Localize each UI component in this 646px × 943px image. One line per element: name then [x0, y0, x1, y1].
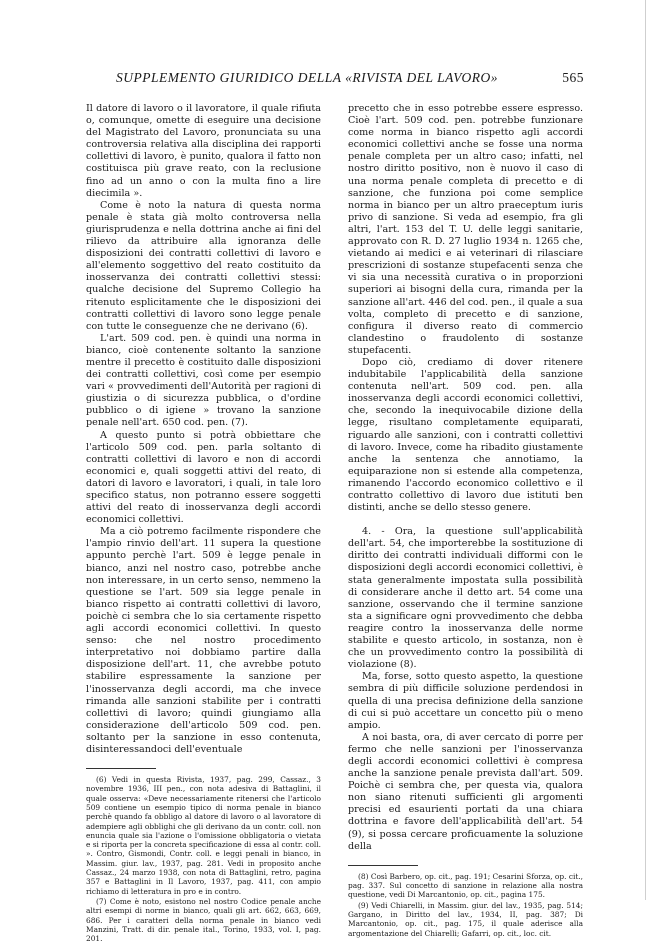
footnotes: [86, 775, 321, 943]
footnote: (9) Vedi Chiarelli, in Massim. giur. del lav., 1935, pag. 514; Gargano, in Diritto del lav., 1934, II, pag. 387; Di Marcantonio, op. cit., pag. 175, il quale aderisce alla argomentazione del Chiarelli; Gafarri, op. cit., loc. cit.: [348, 900, 583, 938]
right-column: [348, 103, 583, 938]
footnote: (7) Come è noto, esistono nel nostro Codice penale anche altri esempi di norme in bianco, quali gli art. 662, 663, 669, 686. Per i caratteri della norma penale in bianco vedi Manzini, Tratt. di dir. penale ital., Torino, 1933, vol. I, pag. 201.: [86, 896, 321, 943]
body-paragraph: Il datore di lavoro o il lavoratore, il quale rifiuta o, comunque, omette di eseguire una decisione del Magistrato del Lavoro, pronunciata su una controversia relativa alla disciplina dei rapporti collettivi di lavoro, è punito, qualora il fatto non costituisca più grave reato, con la reclusione fino ad un anno o con la multa fino a lire diecimila ».: [86, 103, 321, 199]
left-column: [86, 103, 321, 943]
body-paragraph: A noi basta, ora, di aver cercato di porre per fermo che nelle sanzioni per l'inosservanza degli accordi economici collettivi è compresa anche la sanzione penale prevista dall'art. 509. Poichè ci sembra che, per questa via, qualora non siano ritenuti sufficienti gli argomenti precisi ed esaurienti portati da una chiara dottrina e favore dell'applicabilità dell'art. 54 (9), si possa cercare proficuamente la soluzione della: [348, 731, 583, 852]
footnote: (8) Così Barbero, op. cit., pag. 191; Cesarini Sforza, op. cit., pag. 337. Sul concetto di sanzione in relazione alla nostra questione, vedi Di Marcantonio, op. cit., pagina 175.: [348, 871, 583, 900]
body-paragraph: Ma a ciò potremo facilmente rispondere che l'ampio rinvio dell'art. 11 supera la questione appunto perchè l'art. 509 è legge penale in bianco, anzi nel nostro caso, potrebbe anche non interessare, in un certo senso, nemmeno la questione se l'art. 509 sia legge penale in bianco rispetto ai contratti collettivi di lavoro, poichè ci sembra che lo sia certamente rispetto agli accordi economici collettivi. In questo senso: che nel nostro procedimento interpretativo noi dobbiamo partire dalla disposizione dell'art. 11, che avrebbe potuto stabilire espressamente la sanzione per l'inosservanza degli accordi, ma che invece rimanda alle sanzioni stabilite per i contratti collettivi di lavoro; quindi giungiamo alla considerazione dell'articolo 509 cod. pen. soltanto per la sanzione in esso contenuta, disinteressandoci dell'eventuale: [86, 526, 321, 755]
running-title: SUPPLEMENTO GIURIDICO DELLA «RIVISTA DEL LAVORO»: [116, 70, 499, 85]
body-paragraph: Dopo ciò, crediamo di dover ritenere indubitabile l'applicabilità della sanzione contenuta nell'art. 509 cod. pen. alla inosservanza degli accordi economici collettivi, che, secondo la inequivocabile dizione della legge, risultano completamente equiparati, riguardo alle sanzioni, con i contratti collettivi di lavoro. Invece, come ha ribadito giustamente anche la sentenza che annotiamo, la equiparazione non si estende alla competenza, rimanendo l'accordo economico collettivo e il contratto collettivo di lavoro due istituti ben distinti, anche se dello stesso genere.: [348, 356, 583, 514]
section-paragraph: 4. - Ora, la questione sull'applicabilità dell'art. 54, che importerebbe la sostituzione di diritto dei contratti individuali difformi con le disposizioni degli accordi economici collettivi, è stata generalmente impostata sulla possibilità di considerare anche il detto art. 54 come una sanzione, osservando che il termine sanzione sta a significare ogni provvedimento che debba reagire contro la inosservanza delle norme stabilite e questo articolo, in sostanza, non è che un provvedimento contro la possibilità di violazione (8).: [348, 526, 583, 671]
body-paragraph: Ma, forse, sotto questo aspetto, la questione sembra di più difficile soluzione perdendosi in quella di una precisa definizione della sanzione di cui si può accettare un concetto più o meno ampio.: [348, 671, 583, 731]
footnote-rule: [86, 768, 156, 769]
body-paragraph: Come è noto la natura di questa norma penale è stata già molto controversa nella giurisprudenza e nella dottrina anche ai fini del rilievo da attribuire alla ignoranza delle disposizioni dei contratti collettivi di lavoro e all'elemento soggettivo del reato costituito da inosservanza dei contratti collettivi stessi: qualche decisione del Supremo Collegio ha ritenuto esplicitamente che le disposizioni dei contratti collettivi di lavoro sono legge penale con tutte le conseguenze che ne derivano (6).: [86, 199, 321, 332]
footnote-rule: [348, 865, 418, 866]
body-paragraph: A questo punto si potrà obbiettare che l'articolo 509 cod. pen. parla soltanto di contratti collettivi di lavoro e non di accordi economici e, quali soggetti attivi del reato, di datori di lavoro e lavoratori, i quali, in tale loro specifico status, non potranno essere soggetti attivi del reato di inosservanza degli accordi economici collettivi.: [86, 429, 321, 526]
page-number: 565: [562, 70, 584, 85]
footnote: (6) Vedi in questa Rivista, 1937, pag. 299, Cassaz., 3 novembre 1936, III pen., con nota adesiva di Battaglini, il quale osserva: «Deve necessariamente ritenersi che l'articolo 509 contiene un esempio tipico di norma penale in bianco perchè quando fa obbligo al datore di lavoro o al lavoratore di adempiere agli obblighi che gli derivano da un contr. coll. non enuncia quale sia l'azione o l'omissione obbligatoria o vietata e si riporta per la concreta specificazione di essa al contr. coll. ». Contro, Gismondi, Contr. coll. e leggi penali in bianco, in Massim. giur. lav., 1937, pag. 281. Vedi in proposito anche Cassaz., 24 marzo 1938, con nota di Battaglini, retro, pagina 357 e Battaglini in Il Lavoro, 1937, pag. 411, con ampio richiamo di letteratura in pro e in contro.: [86, 775, 321, 896]
body-paragraph: L'art. 509 cod. pen. è quindi una norma in bianco, cioè contenente soltanto la sanzione mentre il precetto è costituito dalle disposizioni dei contratti collettivi, così come per esempio vari « provvedimenti dell'Autorità per ragioni di giustizia o di sicurezza pubblica, o d'ordine pubblico o di igiene » trovano la sanzione penale nell'art. 650 cod. pen. (7).: [86, 332, 321, 429]
footnotes: [348, 872, 583, 938]
body-paragraph: precetto che in esso potrebbe essere espresso. Cioè l'art. 509 cod. pen. potrebbe funzionare come norma in bianco rispetto agli accordi economici collettivi anche se fosse una norma penale completa per un altro caso; infatti, nel nostro diritto positivo, non è nuovo il caso di una norma penale completa di precetto e di sanzione, che funziona poi come semplice norma in bianco per un altro praeceptum iuris privo di sanzione. Si veda ad esempio, fra gli altri, l'art. 153 del T. U. delle leggi sanitarie, approvato con R. D. 27 luglio 1934 n. 1265 che, vietando ai medici e ai veterinari di rilasciare prescrizioni di sostanze stupefacenti senza che vi sia una necessità curativa o in proporzioni superiori ai bisogni della cura, rimanda per la sanzione all'art. 446 del cod. pen., il quale a sua volta, completo di precetto e di sanzione, configura il diverso reato di commercio clandestino o fraudolento di sostanze stupefacenti.: [348, 103, 583, 356]
